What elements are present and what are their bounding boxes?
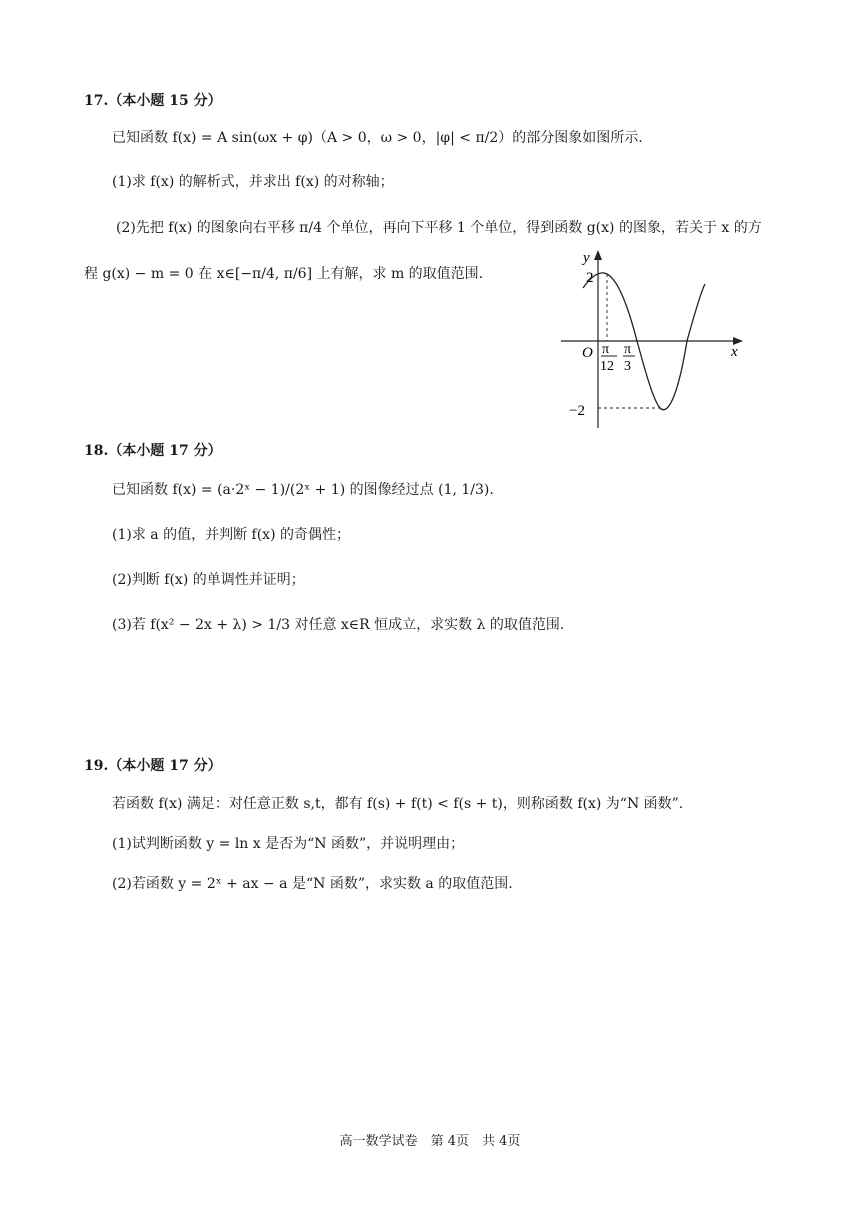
q19-part1: (1)试判断函数 y = ln x 是否为“N 函数”，并说明理由； — [112, 836, 465, 852]
tick2-denominator: 3 — [624, 359, 631, 374]
q19-part2: (2)若函数 y = 2ˣ + ax − a 是“N 函数”，求实数 a 的取值范围. — [112, 876, 513, 892]
q17-sine-graph — [555, 240, 755, 430]
page-footer: 高一数学试卷 第 4页 共 4页 — [339, 1134, 521, 1149]
tick1-denominator: 12 — [600, 359, 614, 374]
tick2-numerator: π — [624, 342, 632, 357]
q19-stem: 若函数 f(x) 满足：对任意正数 s,t，都有 f(s) + f(t) < f(s + t)，则称函数 f(x) 为“N 函数”. — [112, 796, 684, 812]
q17-part2-line2: 程 g(x) − m = 0 在 x∈[−π/4, π/6] 上有解，求 m 的取值范围. — [84, 266, 484, 282]
q18-part3: (3)若 f(x² − 2x + λ) > 1/3 对任意 x∈R 恒成立，求实数 λ 的取值范围. — [112, 617, 565, 633]
origin-label: O — [582, 345, 593, 361]
y-axis-arrow-icon — [594, 250, 602, 260]
q17-stem: 已知函数 f(x) = A sin(ωx + φ)（A > 0，ω > 0，|φ| < π/2）的部分图象如图所示. — [112, 130, 643, 146]
tick1-numerator: π — [602, 342, 610, 357]
q17-heading: 17.（本小题 15 分） — [84, 93, 222, 109]
q19-heading: 19.（本小题 17 分） — [84, 758, 222, 774]
y-bottom-label: −2 — [569, 403, 585, 419]
q17-part2-line1: (2)先把 f(x) 的图象向右平移 π/4 个单位，再向下平移 1 个单位，得到函数 g(x) 的图象，若关于 x 的方 — [116, 220, 762, 236]
q18-heading: 18.（本小题 17 分） — [84, 443, 222, 459]
x-axis-label: x — [731, 344, 738, 360]
y-top-label: 2 — [586, 270, 594, 286]
q18-part2: (2)判断 f(x) 的单调性并证明； — [112, 572, 305, 588]
q17-part1: (1)求 f(x) 的解析式，并求出 f(x) 的对称轴； — [112, 174, 394, 190]
q18-stem: 已知函数 f(x) = (a·2ˣ − 1)/(2ˣ + 1) 的图像经过点 (1, 1/3). — [112, 482, 494, 498]
q18-part1: (1)求 a 的值，并判断 f(x) 的奇偶性； — [112, 527, 350, 543]
y-axis-label: y — [583, 250, 590, 266]
